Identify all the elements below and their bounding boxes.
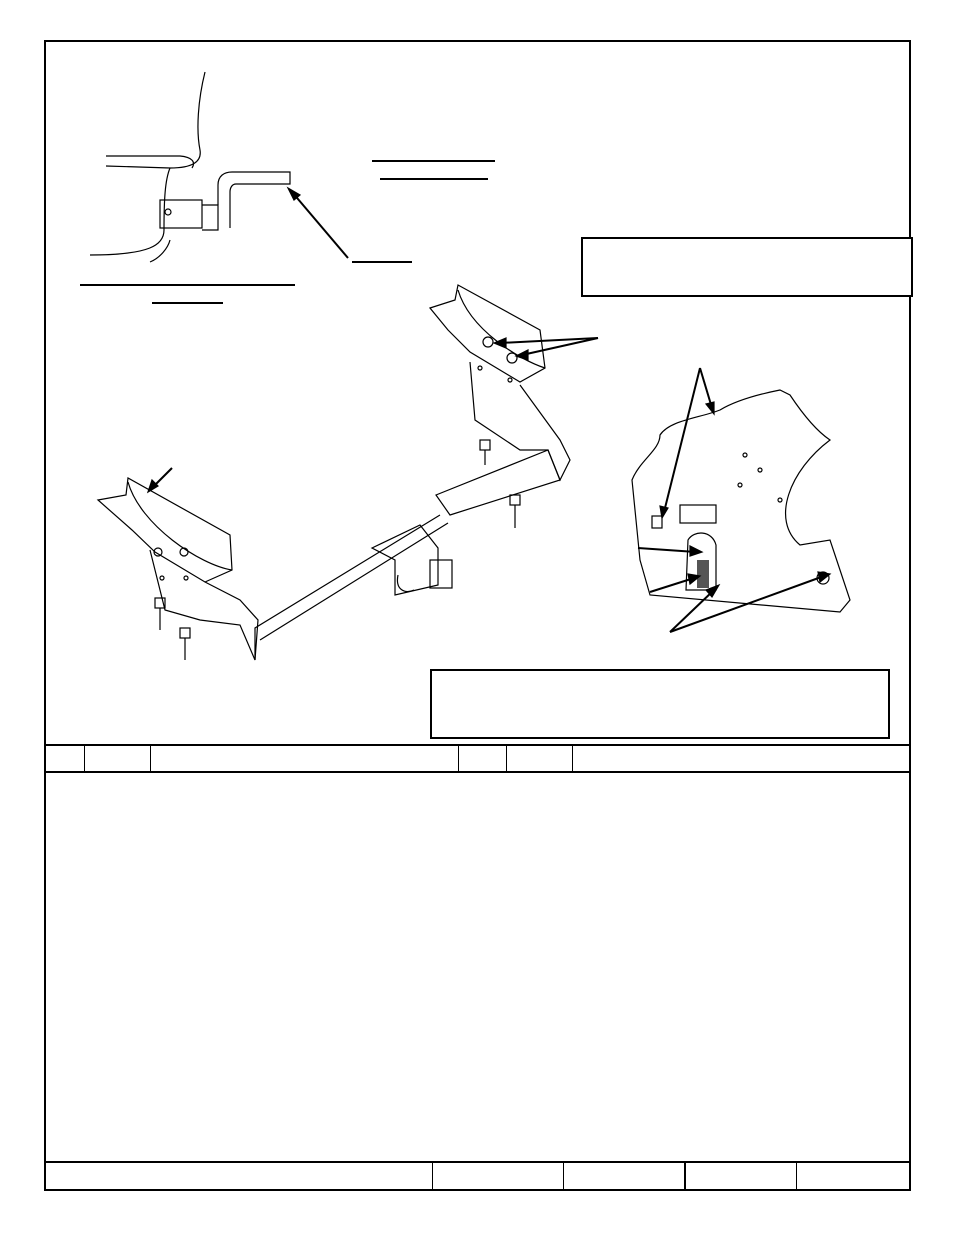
parts-table-header (44, 744, 911, 773)
note-box-bottom (430, 669, 890, 739)
note-box-top (581, 237, 913, 297)
parts-header-cell (506, 746, 507, 771)
footer-cell (684, 1163, 686, 1189)
parts-header-cell (150, 746, 151, 771)
footer-cell (432, 1163, 433, 1189)
fascia-detail-illustration (90, 72, 290, 262)
bolt-set (155, 440, 520, 660)
parts-header-cell (458, 746, 459, 771)
footer-cell (563, 1163, 564, 1189)
title-block-footer (44, 1161, 911, 1191)
parts-header-cell (84, 746, 85, 771)
footer-cell (796, 1163, 797, 1189)
parts-header-cell (572, 746, 573, 771)
